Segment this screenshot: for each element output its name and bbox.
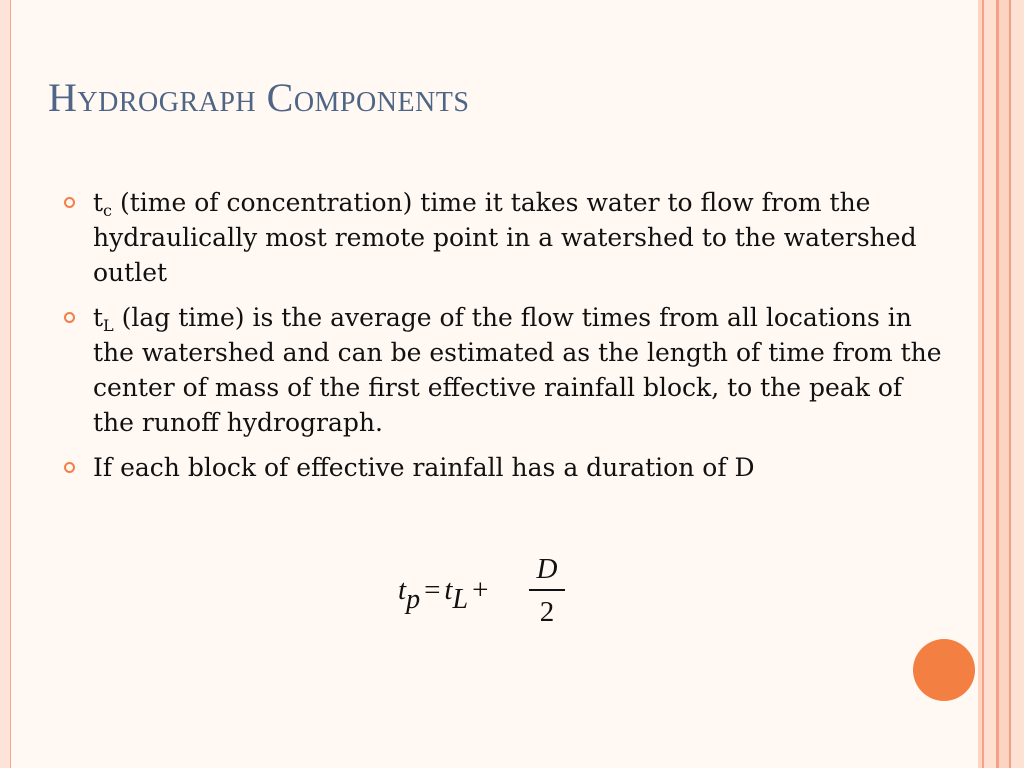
equation-fraction [529, 552, 565, 629]
bullet-item-duration [62, 450, 942, 485]
bullet-circle-icon [64, 197, 75, 208]
equation-equals: = [424, 574, 441, 606]
equation-lhs [398, 574, 492, 615]
bullet-list [62, 185, 942, 495]
decorative-circle [913, 639, 975, 701]
left-border-decoration [0, 0, 11, 768]
equation-tp-subscript: p [406, 584, 421, 615]
bullet-text: If each block of effective rainfall has a duration of D [93, 453, 755, 482]
equation-tp-symbol: t [398, 574, 407, 606]
slide-title: Hydrograph Components [48, 75, 470, 120]
fraction-numerator: D [536, 553, 558, 585]
fraction-bar [529, 589, 565, 591]
peak-time-equation [398, 552, 578, 638]
bullet-circle-icon [64, 312, 75, 323]
equation-tl-subscript: L [452, 584, 469, 615]
fraction-denominator: 2 [539, 595, 555, 628]
bullet-text: (time of concentration) time it takes water to flow from the hydraulically most remote point in a watershed to the watershed outlet [93, 188, 917, 287]
bullet-symbol: t [93, 188, 104, 217]
bullet-subscript: L [103, 316, 114, 335]
right-stripe-decoration [978, 0, 1024, 768]
bullet-symbol: t [93, 303, 104, 332]
bullet-subscript: c [103, 201, 113, 220]
bullet-circle-icon [64, 462, 75, 473]
equation-plus: + [472, 574, 489, 606]
bullet-item-lag-time [62, 300, 942, 440]
bullet-text: (lag time) is the average of the flow times from all locations in the watershed and can be estimated as the length of time from the center of mass of the first effective rainfall block, to the peak of the runoff hydrograph. [93, 303, 942, 437]
bullet-item-time-of-concentration [62, 185, 942, 290]
equation-tl-symbol: t [444, 574, 453, 606]
